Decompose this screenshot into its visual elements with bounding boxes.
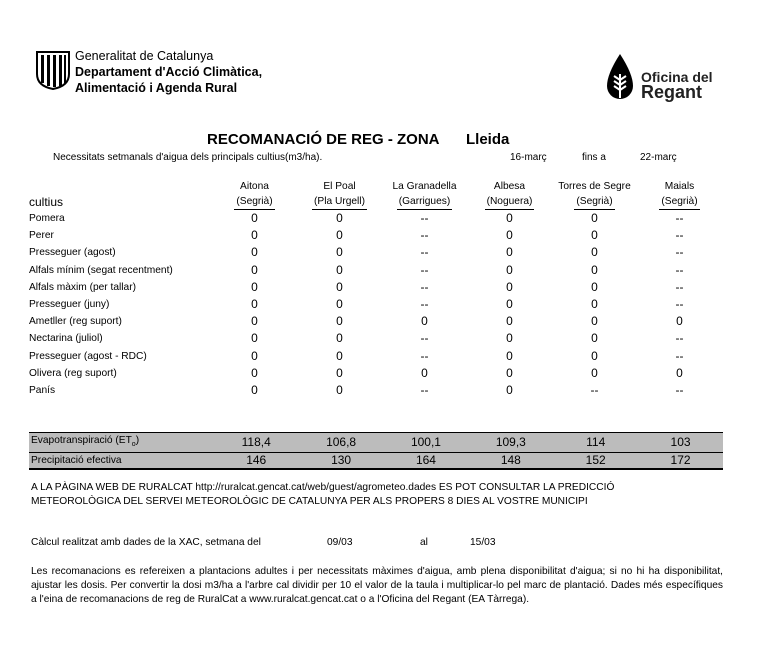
report-title: RECOMANACIÓ DE REG - ZONA [207,131,440,148]
eto-value: 118,4 [241,435,271,450]
water-need-value: 0 [506,228,513,243]
water-need-value: 0 [251,211,258,226]
fins-label: fins a [582,152,606,163]
org-line-3: Alimentació i Agenda Rural [75,81,238,95]
water-drop-wheat-icon [603,52,637,104]
brand-line-2: Regant [641,82,703,102]
crop-name: Presseguer (agost - RDC) [29,350,147,362]
table-row [29,296,722,313]
crop-name: Alfals mínim (segat recentment) [29,264,173,276]
water-need-value: 0 [506,314,513,329]
water-need-value: 0 [251,348,258,363]
table-row [29,330,722,347]
table-row [29,279,722,296]
table-row [29,313,722,330]
precip-value: 152 [585,453,606,468]
eto-value: 106,8 [326,435,357,450]
calc-al: al [420,537,428,548]
calc-from: 09/03 [327,537,353,548]
water-need-value: -- [675,331,684,346]
forecast-note-line-2: METEOROLÒGICA DEL SERVEI METEOROLÒGIC DE CATALUNYA PER ALS PROPERS 8 DIES AL VOSTRE MUNICIPI [31,496,588,507]
generalitat-logo-icon [36,50,70,90]
table-row [29,244,722,261]
precip-value: 146 [246,453,267,468]
water-need-value: -- [420,228,429,243]
water-need-value: -- [420,297,429,312]
water-need-value: -- [420,279,429,294]
table-row [29,348,722,365]
water-need-value: 0 [336,245,343,260]
crop-column-header: cultius [29,195,64,209]
water-need-value: -- [420,262,429,277]
water-need-value: -- [590,382,599,397]
water-need-value: 0 [591,245,598,260]
water-need-value: -- [675,262,684,277]
water-need-value: 0 [251,279,258,294]
table-header-row [29,178,722,210]
water-need-value: 0 [336,382,343,397]
crop-name: Presseguer (juny) [29,299,110,311]
water-need-value: 0 [506,331,513,346]
table-row [29,365,722,382]
water-need-value: 0 [591,262,598,277]
precipitation-row [29,453,723,470]
water-need-value: 0 [251,382,258,397]
water-need-value: 0 [591,365,598,380]
water-need-value: 0 [251,331,258,346]
water-need-value: 0 [591,314,598,329]
water-need-value: 0 [421,314,428,329]
water-need-value: -- [675,279,684,294]
table-row [29,210,722,227]
water-need-value: -- [675,211,684,226]
water-need-value: 0 [591,279,598,294]
water-need-value: 0 [591,348,598,363]
water-need-value: 0 [506,382,513,397]
crop-name: Nectarina (juliol) [29,333,103,345]
eto-value: 103 [670,435,691,450]
water-need-value: -- [675,245,684,260]
water-need-value: 0 [421,365,428,380]
precip-value: 164 [415,453,436,468]
crop-name: Olivera (reg suport) [29,367,117,379]
crop-name: Perer [29,230,54,242]
water-need-value: -- [420,382,429,397]
water-need-value: 0 [506,348,513,363]
eto-value: 114 [586,435,606,450]
water-need-value: 0 [251,245,258,260]
brand-line-1: Oficina del [641,69,713,85]
summary-table [29,432,723,470]
water-need-value: -- [420,331,429,346]
water-need-value: 0 [336,228,343,243]
table-row [29,382,722,399]
precip-value: 130 [331,453,352,468]
water-need-value: -- [675,348,684,363]
brand-name [641,70,713,101]
organization-name [75,48,262,96]
zone-name: Lleida [466,131,510,148]
footer-note: Les recomanacions es refereixen a plantacions adultes i per necessitats màximes d'aigua, amb plena disponibilitat d'aigua; si no hi ha disponibilitat, ajustar les dosis. Per convertir la dosi m3/ha a l'arbre cal dividir per 10 el valor de la taula i multiplicar-lo pel marc de plantació. Dades més específiques a l'eina de recomanacions de reg de RuralCat a www.ruralcat.gencat.cat o a l'Oficina del Regant (EA Tàrrega). [31,566,723,605]
water-need-value: 0 [336,314,343,329]
calc-label: Càlcul realitzat amb dades de la XAC, setmana del [31,537,261,548]
org-line-1: Generalitat de Catalunya [75,49,214,63]
water-need-value: 0 [336,211,343,226]
water-need-value: 0 [251,314,258,329]
water-need-value: 0 [251,228,258,243]
precip-value: 172 [670,453,691,468]
water-need-value: 0 [336,262,343,277]
water-need-value: 0 [251,297,258,312]
station-header: Maials (Segrià) [637,178,722,210]
water-need-value: 0 [591,228,598,243]
water-need-value: 0 [251,262,258,277]
forecast-note-line-1: A LA PÀGINA WEB DE RURALCAT http://ruralcat.gencat.cat/web/guest/agrometeo.dades ES POT CONSULTAR LA PREDICCIÓ [31,482,615,493]
station-header: Aitona (Segrià) [212,178,297,210]
water-need-value: 0 [676,314,683,329]
water-need-value: -- [420,245,429,260]
water-need-value: 0 [506,245,513,260]
eto-value: 100,1 [410,435,441,450]
water-need-value: -- [675,382,684,397]
water-need-value: 0 [506,297,513,312]
water-need-value: 0 [506,211,513,226]
station-header: Albesa (Noguera) [467,178,552,210]
water-need-value: 0 [676,365,683,380]
station-header: El Poal (Pla Urgell) [297,178,382,210]
water-need-value: 0 [336,297,343,312]
water-need-value: 0 [506,279,513,294]
eto-value: 109,3 [495,435,526,450]
crop-name: Presseguer (agost) [29,247,116,259]
forecast-note [31,481,614,509]
evapotranspiration-row [29,433,723,453]
station-header: Torres de Segre (Segrià) [552,178,637,210]
water-need-value: 0 [251,365,258,380]
water-need-value: 0 [506,262,513,277]
crop-name: Alfals màxim (per tallar) [29,281,136,293]
date-to: 22-març [640,152,677,163]
water-need-value: 0 [336,348,343,363]
crop-name: Pomera [29,213,65,225]
water-need-value: -- [420,211,429,226]
precip-value: 148 [500,453,521,468]
table-row [29,227,722,244]
crop-name: Panís [29,384,56,396]
water-need-value: -- [420,348,429,363]
precip-label: Precipitació efectiva [31,455,122,467]
eto-label: Evapotranspiració $(ET_o)$ [31,435,140,449]
water-need-value: 0 [591,211,598,226]
table-row [29,262,722,279]
water-need-value: 0 [336,365,343,380]
water-need-value: 0 [591,297,598,312]
water-need-value: 0 [336,331,343,346]
calc-to: 15/03 [470,537,496,548]
water-need-value: 0 [336,279,343,294]
water-need-value: -- [675,228,684,243]
irrigation-table [29,178,722,399]
water-need-value: -- [675,297,684,312]
report-subtitle: Necessitats setmanals d'aigua dels principals cultius(m3/ha). [53,152,323,163]
water-need-value: 0 [506,365,513,380]
date-from: 16-març [510,152,547,163]
crop-name: Ametller (reg suport) [29,316,122,328]
org-line-2: Departament d'Acció Climàtica, [75,65,263,79]
station-header: La Granadella (Garrigues) [382,178,467,210]
water-need-value: 0 [591,331,598,346]
